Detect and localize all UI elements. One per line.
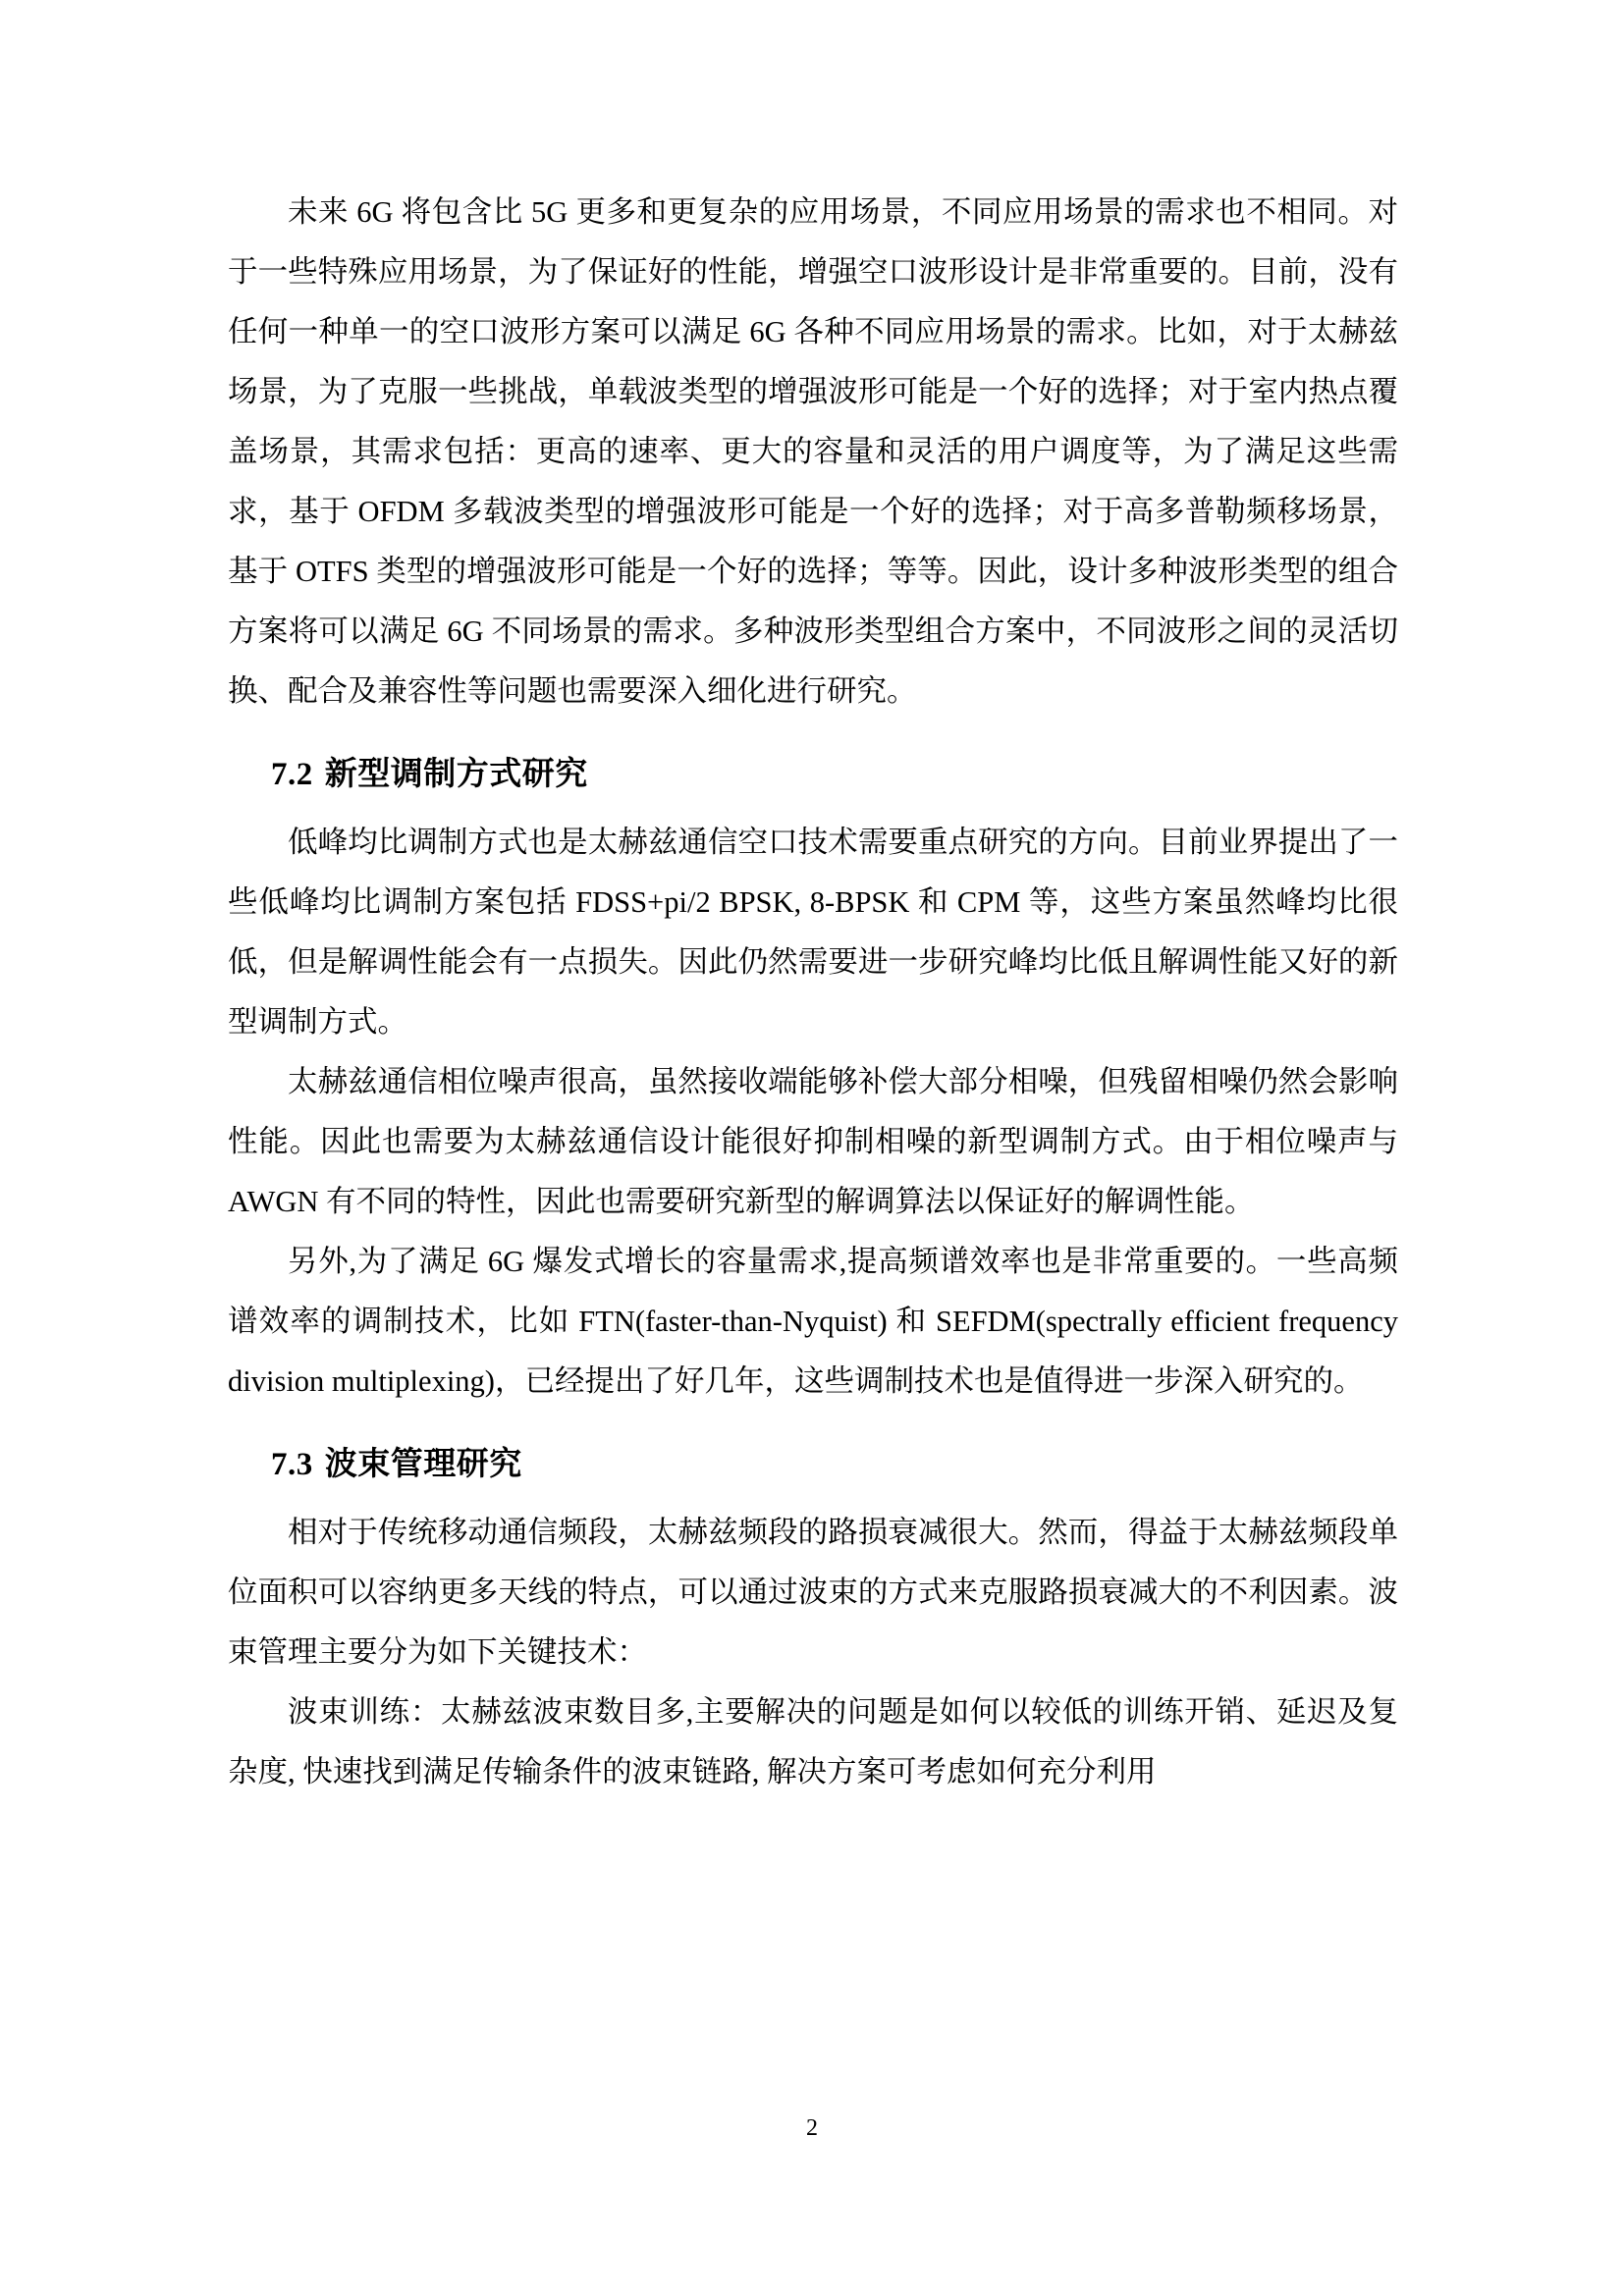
- heading-7-3: [228, 1433, 1398, 1495]
- paragraph-waveform-intro: 未来 6G 将包含比 5G 更多和更复杂的应用场景，不同应用场景的需求也不相同。对于一些特殊应用场景，为了保证好的性能，增强空口波形设计是非常重要的。目前，没有任何一种单一的空口波形方案可以满足 6G 各种不同应用场景的需求。比如，对于太赫兹场景，为了克服一些挑战，单载波类型的增强波形可能是一个好的选择；对于室内热点覆盖场景，其需求包括：更高的速率、更大的容量和灵活的用户调度等，为了满足这些需求，基于 OFDM 多载波类型的增强波形可能是一个好的选择；对于高多普勒频移场景，基于 OTFS 类型的增强波形可能是一个好的选择；等等。因此，设计多种波形类型的组合方案将可以满足 6G 不同场景的需求。多种波形类型组合方案中，不同波形之间的灵活切换、配合及兼容性等问题也需要深入细化进行研究。: [228, 195, 1398, 708]
- paragraph-beam-management: 相对于传统移动通信频段，太赫兹频段的路损衰减很大。然而，得益于太赫兹频段单位面积可以容纳更多天线的特点，可以通过波束的方式来克服路损衰减大的不利因素。波束管理主要分为如下关键技术：: [228, 1516, 1398, 1669]
- paragraph-low-papr: 低峰均比调制方式也是太赫兹通信空口技术需要重点研究的方向。目前业界提出了一些低峰均比调制方案包括 FDSS+pi/2 BPSK, 8-BPSK 和 CPM 等，这些方案虽然峰均比很低，但是解调性能会有一点损失。因此仍然需要进一步研究峰均比低且解调性能又好的新型调制方式。: [228, 826, 1398, 1039]
- heading-7-2: [228, 743, 1398, 805]
- page-content: [228, 183, 1398, 1802]
- page-number: 2: [806, 2115, 818, 2141]
- heading-7-3-title: 波束管理研究: [324, 1444, 522, 1482]
- paragraph-spectral-efficiency: 另外,为了满足 6G 爆发式增长的容量需求,提高频谱效率也是非常重要的。一些高频谱效率的调制技术，比如 FTN(faster-than-Nyquist) 和 SEFDM(spectrally efficient frequency division multiplexing)，已经提出了好几年，这些调制技术也是值得进一步深入研究的。: [228, 1245, 1398, 1398]
- paragraph-phase-noise: 太赫兹通信相位噪声很高，虽然接收端能够补偿大部分相噪，但残留相噪仍然会影响性能。因此也需要为太赫兹通信设计能很好抑制相噪的新型调制方式。由于相位噪声与 AWGN 有不同的特性，因此也需要研究新型的解调算法以保证好的解调性能。: [228, 1065, 1398, 1218]
- heading-7-2-number: 7.2: [271, 757, 313, 792]
- heading-7-3-number: 7.3: [271, 1447, 313, 1482]
- paragraph-beam-training: 波束训练：太赫兹波束数目多,主要解决的问题是如何以较低的训练开销、延迟及复杂度, 快速找到满足传输条件的波束链路, 解决方案可考虑如何充分利用: [228, 1695, 1398, 1789]
- heading-7-2-title: 新型调制方式研究: [324, 754, 588, 792]
